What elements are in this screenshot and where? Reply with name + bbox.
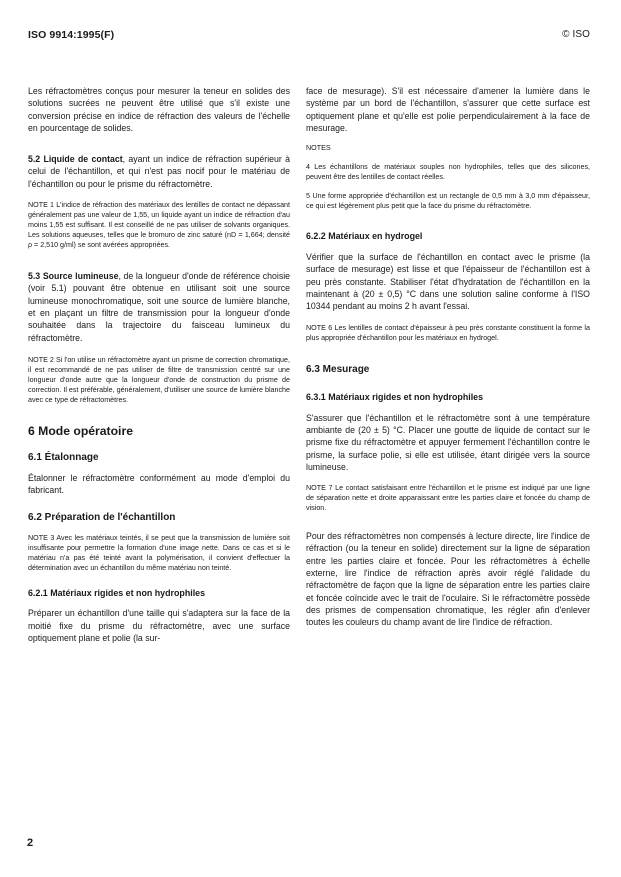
section-6-1-text: Étalonner le réfractomètre conformément au mode d'emploi du fabricant. bbox=[28, 472, 290, 496]
section-6-2-1-heading: 6.2.1 Matériaux rigides et non hydrophiles bbox=[28, 588, 206, 599]
note-3: NOTE 3 Avec les matériaux teintés, il se peut que la transmission de lumière soit insuffisante pour permettre la formation d'une image nette. Dans ce cas et si le matériau n'a pas été teinté avant la polymérisation, il convient d'effectuer la détermination avec un échantillon du même matériau non teinté. bbox=[28, 534, 290, 573]
note-1: NOTE 1 L'indice de réfraction des matériaux des lentilles de contact ne dépassant généralement pas une valeur de 1,55, un liquide ayant un indice de réfraction d'au moins 1,55 est suffisant. Il est conseillé de ne pas utiliser de solvants organiques. Les solutions aqueuses, telles que le bromuro de zinc saturé (nD = 1,664; densité ρ = 2,510 g/ml) se sont avérées appropriées. bbox=[28, 201, 290, 250]
section-6-2-2-heading: 6.2.2 Matériaux en hydrogel bbox=[306, 231, 423, 242]
section-6-2-1-text: Préparer un échantillon d'une taille qui s'adaptera sur la face de la moitié fixe du prisme du réfractomètre, avec une surface optiquement plane et polie (la sur- bbox=[28, 608, 290, 644]
section-5-2-number: 5.2 bbox=[28, 154, 41, 165]
section-5-3-paragraph bbox=[28, 270, 290, 344]
right-column bbox=[306, 85, 590, 629]
reading-instructions: Pour des réfractomètres non compensés à lecture directe, lire l'indice de réfraction (ou la teneur en solide) directement sur la ligne de séparation entre les parties claire et foncée. Pour les réfractomètres à échelle externe, lire l'indice de réfraction après avoir réglé l'alidade du réfractomètre de façon que la ligne de séparation entre les parties claire et foncée coïncide avec le trait de l'oculaire. Si le réfractomètre possède des prismes de compensation chromatique, les régler afin d'enlever toutes les couleurs du champ avant de lire l'indice de réfraction. bbox=[306, 531, 590, 628]
section-6-3-1-text: S'assurer que l'échantillon et le réfractomètre sont à une température ambiante de (20 ± 5) °C. Placer une goutte de liquide de contact sur le prisme fixe du réfractomètre et appuyer fermement l'échantillon contre le prisme, la surface polie, si elle est utilisée, étant dirigée vers la source lumineuse. bbox=[306, 412, 590, 472]
section-6-heading: 6 Mode opératoire bbox=[28, 423, 133, 438]
section-5-3-number: 5.3 bbox=[28, 271, 41, 282]
note-2: NOTE 2 Si l'on utilise un réfractomètre ayant un prisme de correction chromatique, il est recommandé de ne pas utiliser de filtre de transmission centré sur une longueur d'onde autre que la longueur d'onde de construction du prisme de correction. Il est préférable, généralement, d'utiliser une source de lumière blanche avec ce type de réfractomètres. bbox=[28, 355, 290, 404]
section-5-2-paragraph bbox=[28, 153, 290, 190]
note-5: 5 Une forme appropriée d'échantillon est un rectangle de 0,5 mm à 3,0 mm d'épaisseur, ce qui est légèrement plus petit que la face du prisme du réfractomètre. bbox=[306, 192, 590, 211]
note-7: NOTE 7 Le contact satisfaisant entre l'échantillon et le prisme est indiqué par une ligne de séparation nette et droite apparaissant entre les parties claire et foncée du champ de vision. bbox=[306, 484, 590, 513]
section-5-3-text: , de la longueur d'onde de référence choisie (voir 5.1) pouvant être obtenue en utilisant soit une source lumineuse monochromatique, soit une source de lumière blanche, et en plaçant un filtre de transmission pour la longueur d'onde souhaitée dans la trajectoire du faisceau lumineux du réfractomètre. bbox=[28, 271, 291, 343]
notes-label: NOTES bbox=[306, 144, 331, 153]
note-4: 4 Les échantillons de matériaux souples non hydrophiles, telles que des silicones, peuvent être des lentilles de contact réelles. bbox=[306, 163, 590, 182]
left-column bbox=[28, 85, 290, 644]
note-6: NOTE 6 Les lentilles de contact d'épaisseur à peu près constante constituent la forme la plus appropriée d'échantillon pour les matériaux en hydrogel. bbox=[306, 323, 590, 342]
section-6-2-heading: 6.2 Préparation de l'échantillon bbox=[28, 512, 176, 524]
page-number: 2 bbox=[27, 837, 34, 849]
section-6-3-1-heading: 6.3.1 Matériaux rigides et non hydrophiles bbox=[306, 391, 484, 402]
section-6-1-heading: 6.1 Étalonnage bbox=[28, 451, 99, 463]
continued-paragraph: face de mesurage). S'il est nécessaire d'amener la lumière dans le système par un bord de l'échantillon, s'assurer que cette surface est optiquement plane et qu'elle est polie perpendiculairement à la face de mesurage. bbox=[306, 86, 590, 133]
section-5-3-title: Source lumineuse bbox=[42, 271, 119, 282]
section-6-3-heading: 6.3 Mesurage bbox=[306, 363, 370, 375]
section-5-2-text: , ayant un indice de réfraction supérieur à celui de l'échantillon, et qui n'est pas nocif pour le matériau de l'échantillon ou pour le prisme du réfractomètre. bbox=[28, 154, 290, 189]
section-6-2-2-text: Vérifier que la surface de l'échantillon en contact avec le prisme (la surface de mesurage) est lisse et que l'épaisseur de l'échantillon est à peu près constante. Stabiliser l'état d'hydratation de l'échantillon en la maintenant à (20 ± 0,5) °C dans une solution saline conforme à l'ISO 10344 pendant au moins 2 h avant l'essai. bbox=[306, 252, 590, 312]
section-5-2-title: Liquide de contact bbox=[43, 154, 123, 165]
document-id: ISO 9914:1995(F) bbox=[28, 29, 115, 41]
intro-paragraph: Les réfractomètres conçus pour mesurer la teneur en solides des solutions sucrées ne peuvent être utilisé que s'il existe une conversion précise en indice de réfraction des valeurs de l'échelle en pourcentage de solides. bbox=[28, 86, 290, 133]
copyright-mark: © ISO bbox=[562, 29, 590, 40]
